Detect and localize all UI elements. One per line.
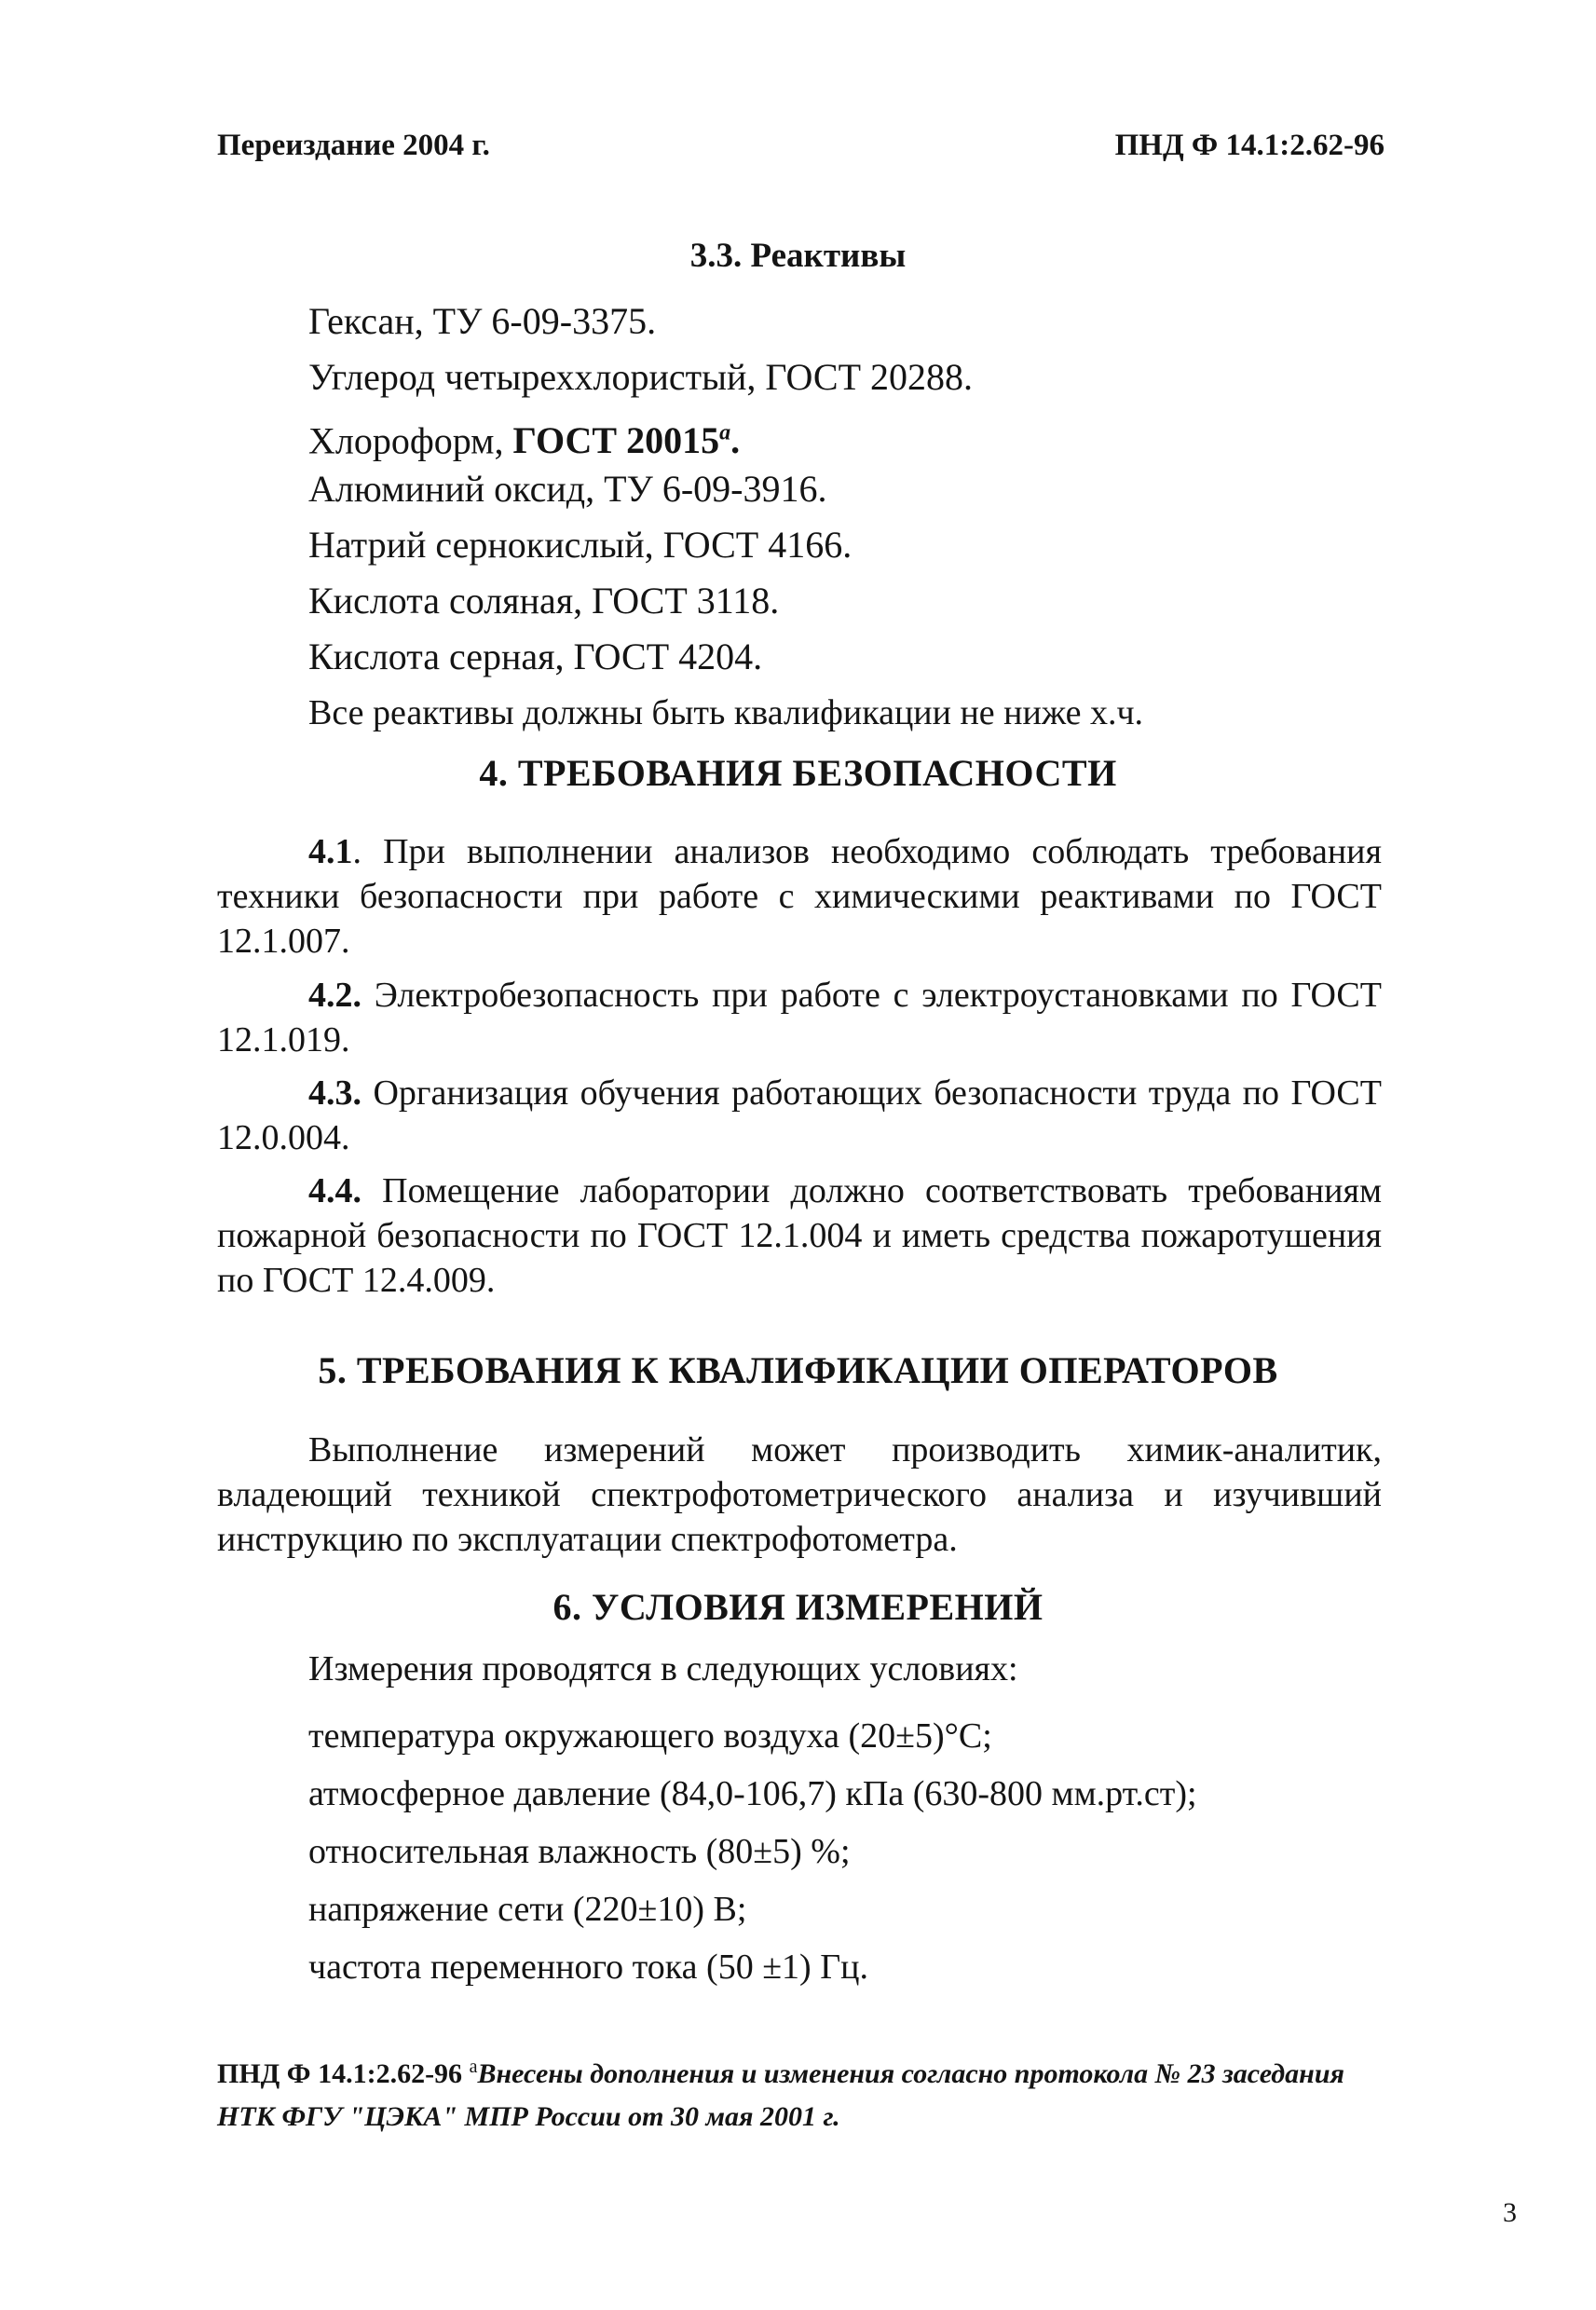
- safety-item-4-3: [217, 1071, 1382, 1160]
- reagent-qualification-note: Все реактивы должны быть квалификации не ниже х.ч.: [308, 693, 1144, 732]
- reagent-item: Углерод четыреххлористый, ГОСТ 20288.: [308, 356, 974, 398]
- reagent-item: Кислота соляная, ГОСТ 3118.: [308, 580, 780, 622]
- gost-number: ГОСТ 20015: [512, 419, 720, 462]
- clause-number: 4.2.: [308, 976, 361, 1015]
- reagent-item: Алюминий оксид, ТУ 6-09-3916.: [308, 468, 827, 510]
- amendment-mark: а: [719, 421, 731, 445]
- footnote: [217, 2045, 1382, 2139]
- safety-item-4-1: [217, 829, 1382, 964]
- conditions-intro: Измерения проводятся в следующих условиях:: [308, 1649, 1018, 1688]
- safety-item-4-2: [217, 973, 1382, 1062]
- footnote-code: ПНД Ф 14.1:2.62-96: [217, 2058, 470, 2089]
- operators-title: 5. ТРЕБОВАНИЯ К КВАЛИФИКАЦИИ ОПЕРАТОРОВ: [318, 1349, 1278, 1391]
- condition-pressure: атмосферное давление (84,0-106,7) кПа (630-800 мм.рт.ст);: [308, 1774, 1197, 1813]
- clause-text: Помещение лаборатории должно соответствовать требованиям пожарной безопасности по ГОСТ 12.1.004 и иметь средства пожаротушения по ГОСТ 12.4.009.: [217, 1171, 1382, 1300]
- conditions-list: [308, 1707, 1197, 1996]
- condition-temperature: температура окружающего воздуха (20±5)°С;: [308, 1716, 992, 1756]
- condition-humidity: относительная влажность (80±5) %;: [308, 1832, 851, 1871]
- reagents-list: [308, 294, 1143, 741]
- reagent-item: Натрий сернокислый, ГОСТ 4166.: [308, 524, 853, 566]
- reissue-note: Переиздание 2004 г.: [217, 129, 490, 162]
- footnote-mark: а: [469, 2057, 478, 2077]
- footnote-text: Внесены дополнения и изменения согласно протокола № 23 заседания НТК ФГУ "ЦЭКА" МПР России от 30 мая 2001 г.: [217, 2058, 1344, 2132]
- clause-number: 4.3.: [308, 1073, 361, 1113]
- reagent-item: Гексан, ТУ 6-09-3375.: [308, 300, 657, 342]
- safety-title: 4. ТРЕБОВАНИЯ БЕЗОПАСНОСТИ: [479, 752, 1117, 794]
- clause-text: . При выполнении анализов необходимо соблюдать требования техники безопасности при работе с химическими реактивами по ГОСТ 12.1.007.: [217, 832, 1382, 961]
- operators-text: Выполнение измерений может производить химик-аналитик, владеющий техникой спектрофотометрического анализа и изучивший инструкцию по эксплуатации спектрофотометра.: [217, 1430, 1382, 1559]
- reagent-item-chloroform: [308, 405, 1143, 461]
- page-number: 3: [1503, 2197, 1517, 2228]
- reagent-name: Хлороформ,: [308, 419, 513, 462]
- safety-item-4-4: [217, 1169, 1382, 1303]
- condition-voltage: напряжение сети (220±10) В;: [308, 1890, 747, 1929]
- clause-text: Организация обучения работающих безопасности труда по ГОСТ 12.0.004.: [217, 1073, 1382, 1157]
- gost-end: .: [730, 419, 741, 462]
- clause-number: 4.4.: [308, 1171, 361, 1210]
- conditions-title: 6. УСЛОВИЯ ИЗМЕРЕНИЙ: [552, 1586, 1044, 1628]
- reagent-item: Кислота серная, ГОСТ 4204.: [308, 636, 763, 677]
- condition-frequency: частота переменного тока (50 ±1) Гц.: [308, 1948, 869, 1987]
- reagents-title: 3.3. Реактивы: [689, 237, 907, 275]
- clause-number: 4.1: [308, 832, 353, 871]
- reagent-gost: [512, 419, 740, 461]
- document-code: ПНД Ф 14.1:2.62-96: [1114, 129, 1385, 162]
- clause-text: Электробезопасность при работе с электроустановками по ГОСТ 12.1.019.: [217, 976, 1382, 1059]
